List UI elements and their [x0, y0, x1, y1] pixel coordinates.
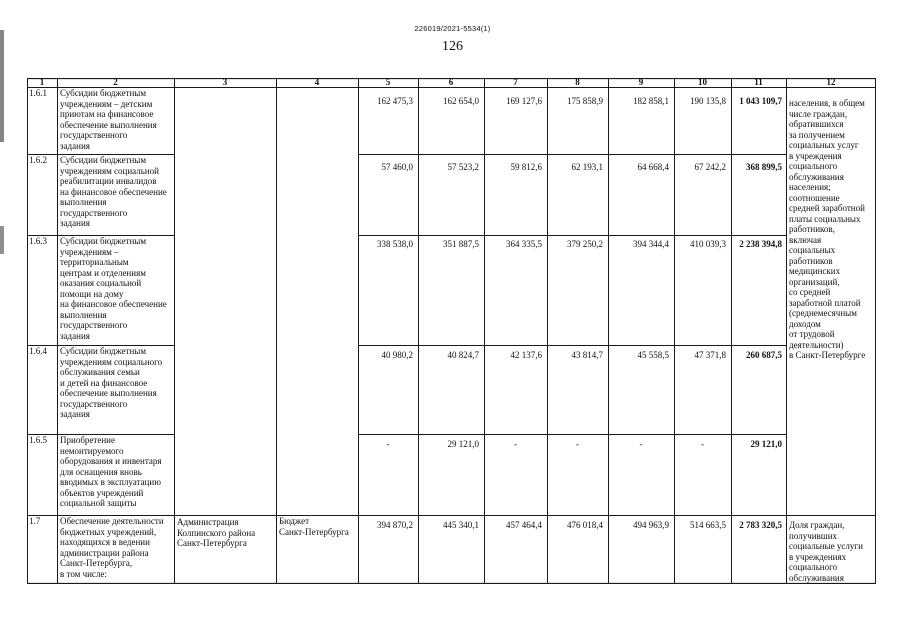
year-value-cell: 379 250,2 — [567, 239, 603, 249]
indicator-line: заработной платой — [789, 297, 861, 308]
indicator-line: числе граждан, — [789, 108, 848, 119]
total-value-cell: 2 783 320,5 — [739, 520, 782, 530]
year-value-cell: - — [514, 439, 517, 449]
year-value-cell: 57 460,0 — [381, 162, 413, 172]
row-name-line: для оснащения вновь — [60, 466, 142, 477]
year-value-cell: 62 193,1 — [571, 162, 603, 172]
row-number: 1.6.3 — [29, 236, 47, 246]
row-name-line: государственного — [60, 320, 128, 330]
total-value-cell: 260 687,5 — [746, 350, 782, 360]
column-header-10: 10 — [698, 77, 707, 87]
row-number: 1.6.1 — [29, 88, 47, 98]
column-header-11: 11 — [754, 77, 763, 87]
indicator-line: (среднемесячным — [789, 308, 857, 318]
row-name-line: и детей на финансовое — [60, 377, 148, 388]
year-value-cell: 64 668,4 — [637, 162, 669, 172]
year-value-cell: 410 039,3 — [690, 239, 726, 249]
budget-table — [27, 78, 876, 584]
indicator-line: средней заработной — [789, 203, 865, 213]
year-value-cell: 445 340,1 — [443, 520, 479, 530]
row-name-line: реабилитации инвалидов — [60, 176, 157, 186]
year-value-cell: 514 663,5 — [690, 520, 726, 530]
column-header-3: 3 — [222, 77, 228, 87]
row-name-line: задания — [60, 140, 90, 151]
row-name-line: на финансовое обеспечение — [60, 299, 167, 309]
year-value-cell: 476 018,4 — [567, 520, 603, 530]
row-name-line: немонтируемого — [60, 445, 124, 456]
row-name-line: оборудования и инвентаря — [60, 456, 162, 466]
year-value-cell: - — [576, 439, 579, 449]
column-header-6: 6 — [448, 77, 454, 87]
row-name-line: администрации района — [60, 547, 149, 558]
executor-line: Санкт-Петербурга — [177, 538, 247, 548]
row-name-line: задания — [60, 330, 90, 341]
indicator-line: платы социальных — [789, 213, 861, 224]
indicator-line: работников, — [789, 224, 835, 234]
row-number: 1.6.4 — [29, 346, 47, 356]
table-grid — [27, 78, 876, 584]
row-name-line: приютам на финансовое — [60, 109, 154, 119]
indicator-line: социальные услуги — [789, 541, 863, 551]
row-name-line: государственного — [60, 130, 128, 140]
indicator-line: соотношение — [789, 192, 840, 203]
year-value-cell: 42 137,6 — [510, 350, 542, 360]
total-value-cell: 368 899,5 — [746, 162, 782, 172]
row-name-line: вводимых в эксплуатацию — [60, 477, 161, 487]
column-header-7: 7 — [513, 77, 518, 87]
year-value-cell: - — [701, 439, 704, 449]
year-value-cell: 169 127,6 — [506, 96, 542, 106]
year-value-cell: 338 538,0 — [377, 239, 413, 249]
indicator-line: обслуживания — [789, 572, 844, 583]
indicator-line: обслуживания — [789, 171, 844, 182]
row-name-line: учреждениям – детским — [60, 98, 153, 109]
year-value-cell: 162 475,3 — [377, 96, 413, 106]
indicator-line: социального — [789, 562, 838, 572]
indicator-line: работников — [789, 255, 833, 266]
row-name-line: государственного — [60, 207, 128, 218]
year-value-cell: 29 121,0 — [447, 439, 479, 449]
indicator-line: получивших — [789, 530, 838, 541]
year-value-cell: - — [386, 439, 390, 449]
row-name-line: на финансовое обеспечение — [60, 186, 167, 197]
column-header-8: 8 — [575, 77, 580, 87]
indicator-line: обратившихся — [789, 119, 844, 129]
row-name-line: территориальным — [60, 257, 129, 267]
row-name-line: помощи на дому — [60, 288, 124, 299]
indicator-line: медицинских — [789, 266, 841, 276]
indicator-line: от трудовой — [789, 329, 835, 339]
year-value-cell: 394 344,4 — [633, 239, 669, 249]
row-name-line: центрам и отделениям — [60, 267, 146, 278]
year-value-cell: 351 887,5 — [443, 239, 479, 249]
row-name-line: учреждениям социального — [60, 356, 163, 367]
row-name-line: оказания социальной — [60, 278, 142, 288]
total-value-cell: 2 238 394,8 — [739, 239, 782, 249]
year-value-cell: 59 812,6 — [510, 162, 542, 172]
scan-edge-mark — [0, 30, 4, 590]
row-name-line: задания — [60, 409, 90, 419]
indicator-line: со средней — [789, 287, 831, 297]
executor-line: Администрация — [177, 517, 239, 527]
row-name-line: Субсидии бюджетным — [60, 236, 147, 246]
indicator-line: в учреждения — [789, 150, 842, 161]
column-header-4: 4 — [314, 77, 320, 87]
indicator-line: включая — [789, 234, 822, 245]
row-number: 1.6.2 — [29, 155, 47, 165]
column-header-12: 12 — [826, 77, 836, 87]
indicator-line: за получением — [789, 129, 845, 140]
executor-line: Колпинского района — [177, 527, 256, 538]
column-header-1: 1 — [39, 77, 45, 87]
year-value-cell: 494 963,9 — [633, 520, 669, 530]
indicator-line: Доля граждан, — [789, 520, 845, 530]
indicator-line: социальных — [789, 245, 836, 255]
row-name-line: в том числе: — [60, 568, 107, 579]
row-name-line: Субсидии бюджетным — [60, 346, 147, 356]
indicator-line: в учреждениях — [789, 551, 847, 562]
row-name-line: Субсидии бюджетным — [60, 88, 147, 98]
row-name-line: находящихся в ведении — [60, 537, 150, 547]
year-value-cell: - — [639, 439, 643, 449]
row-name-line: государственного — [60, 398, 128, 409]
total-value-cell: 1 043 109,7 — [739, 96, 782, 106]
row-name-line: обеспечение выполнения — [60, 119, 157, 130]
row-name-line: учреждениям социальной — [60, 165, 159, 176]
document-code: 226019/2021-5534(1) — [414, 24, 491, 33]
indicator-line: в Санкт-Петербурге — [789, 350, 866, 360]
year-value-cell: 40 980,2 — [381, 350, 413, 360]
row-name-line: Обеспечение деятельности — [60, 516, 164, 526]
year-value-cell: 394 870,2 — [377, 520, 413, 530]
indicator-line: доходом — [789, 318, 821, 329]
row-name-line: объектов учреждений — [60, 487, 144, 498]
funding-source-line: Бюджет — [279, 516, 310, 526]
year-value-cell: 364 335,5 — [506, 239, 542, 249]
indicator-line: организаций, — [789, 276, 840, 287]
row-name-line: задания — [60, 218, 90, 228]
year-value-cell: 182 858,1 — [633, 96, 669, 106]
funding-source-line: Санкт-Петербурга — [279, 526, 349, 537]
year-value-cell: 175 858,9 — [567, 96, 603, 106]
row-name-line: выполнения — [60, 309, 107, 320]
year-value-cell: 67 242,2 — [694, 162, 726, 172]
row-name-line: Субсидии бюджетным — [60, 155, 147, 165]
indicator-line: деятельности) — [789, 339, 844, 350]
row-name-line: Приобретение — [60, 435, 115, 445]
row-name-line: Санкт-Петербурга, — [60, 558, 133, 568]
row-name-line: выполнения — [60, 197, 107, 207]
year-value-cell: 43 814,7 — [571, 350, 603, 360]
row-name-line: бюджетных учреждений, — [60, 526, 157, 537]
column-header-5: 5 — [385, 77, 391, 87]
year-value-cell: 162 654,0 — [443, 96, 479, 106]
year-value-cell: 190 135,8 — [690, 96, 726, 106]
page-number: 126 — [442, 39, 463, 54]
row-number: 1.6.5 — [29, 435, 47, 445]
row-name-line: учреждениям – — [60, 246, 119, 257]
total-value-cell: 29 121,0 — [750, 439, 782, 449]
column-header-2: 2 — [113, 77, 118, 87]
row-number: 1.7 — [29, 516, 41, 526]
year-value-cell: 45 558,5 — [637, 350, 669, 360]
year-value-cell: 457 464,4 — [506, 520, 542, 530]
indicator-line: населения, в общем — [789, 98, 865, 108]
indicator-line: социального — [789, 161, 838, 171]
year-value-cell: 47 371,8 — [694, 350, 726, 360]
row-name-line: обслуживания семьи — [60, 367, 140, 377]
column-header-9: 9 — [638, 77, 644, 87]
indicator-line: населения; — [789, 182, 831, 192]
year-value-cell: 57 523,2 — [447, 162, 479, 172]
indicator-line: социальных услуг — [789, 140, 859, 150]
row-name-line: обеспечение выполнения — [60, 388, 157, 398]
row-name-line: социальной защиты — [60, 498, 137, 508]
year-value-cell: 40 824,7 — [447, 350, 479, 360]
